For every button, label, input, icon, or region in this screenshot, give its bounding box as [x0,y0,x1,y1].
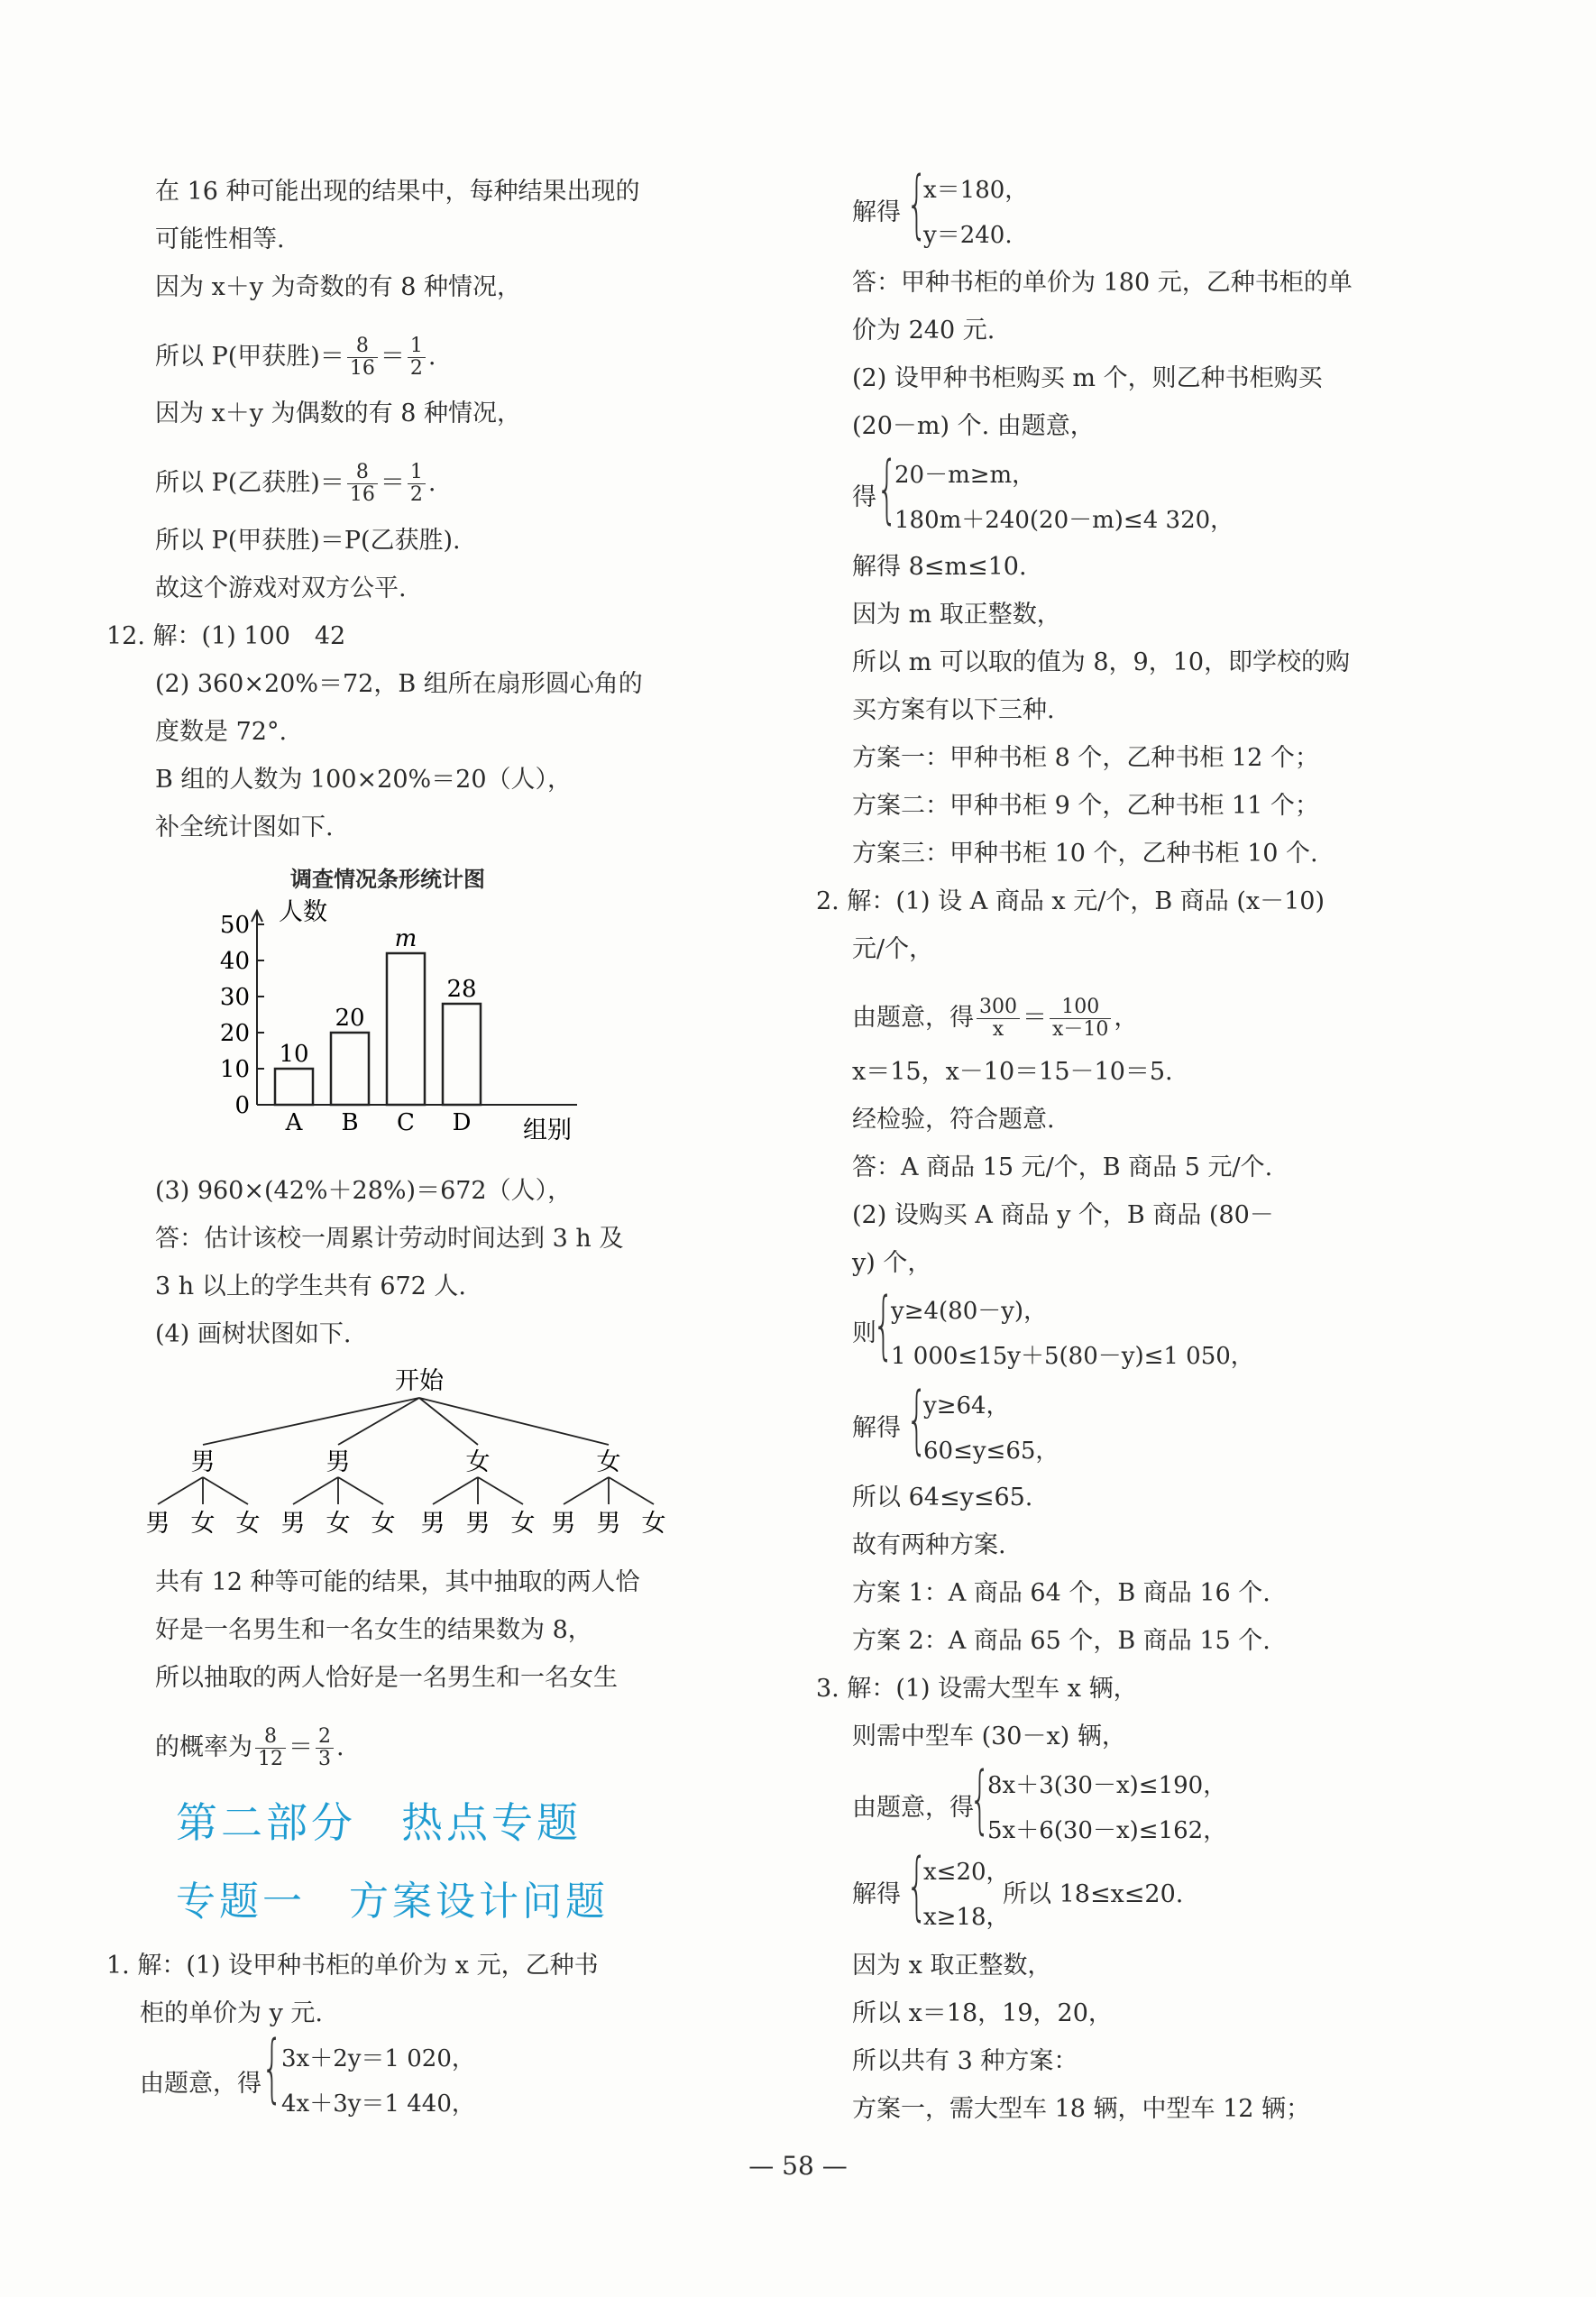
y-tick-label: 20 [219,1020,250,1047]
numerator: 2 [316,1726,334,1749]
tree-leaf: 女 [371,1510,396,1538]
bar [331,1033,369,1105]
text-line: x＝15，x－10＝15－10＝5. [852,1058,1173,1086]
text-line: 方案三：甲种书柜 10 个，乙种书柜 10 个. [852,840,1318,868]
text-line: 方案一，需大型车 18 辆，中型车 12 辆； [852,2095,1311,2123]
denominator: 16 [349,483,375,506]
bar [275,1069,313,1105]
tree-leaf: 女 [326,1510,351,1538]
text-line: 所以 64≤y≤65. [852,1484,1033,1511]
fraction [255,1726,286,1770]
denominator: 2 [409,483,423,506]
tree-leaf: 女 [190,1510,216,1538]
question-1: 1. 解：(1) 设甲种书柜的单价为 x 元，乙种书 [106,1952,599,1980]
text-line: 所以 18≤x≤20. [1003,1880,1184,1908]
text-line: 所以 m 可以取的值为 8，9，10，即学校的购 [852,648,1351,676]
tree-node: 女 [465,1448,491,1476]
tree-leaf: 男 [551,1510,576,1538]
numerator: 1 [408,335,426,358]
numerator: 8 [347,335,378,358]
fraction [408,335,426,380]
equation-line [155,1726,344,1770]
numerator: 8 [255,1726,286,1749]
numerator: 300 [977,997,1020,1019]
fraction [347,335,378,380]
tree-leaf: 男 [145,1510,170,1538]
text-line: B 组的人数为 100×20%＝20（人）， [155,766,573,794]
text-line: 因为 m 取正整数， [852,601,1061,629]
text-line: 所以共有 3 种方案： [852,2047,1078,2075]
data-label: m [394,925,417,952]
equation-line [155,462,436,506]
x-tick-label: C [397,1109,415,1136]
fraction [316,1726,334,1770]
equation-system [281,2036,475,2127]
tree-root: 开始 [395,1367,444,1395]
data-label: 28 [446,976,477,1003]
section-heading: 第二部分 热点专题 [176,1798,582,1847]
tree-diagram [135,1362,676,1542]
x-tick-label: D [452,1109,472,1136]
text-line: 价为 240 元. [852,317,995,345]
equation: 1 000≤15y＋5(80－y)≤1 050， [891,1343,1254,1370]
text-line: 所以 x＝18，19，20， [852,1999,1113,2027]
equation-line [155,335,436,380]
y-tick-label: 30 [219,984,250,1011]
equation-system [987,1763,1226,1853]
brace: { [873,1282,894,1368]
y-tick-label: 0 [234,1092,250,1119]
y-tick-label: 50 [219,912,250,939]
text-line: 柜的单价为 y 元. [140,1999,324,2027]
equation: y≥64， [923,1392,1010,1420]
tree-branch [338,1398,419,1445]
equation: 20－m≥m， [894,462,1036,489]
text-line: 解得 [852,1414,901,1442]
data-label: 10 [279,1041,309,1068]
equation: y＝240. [923,222,1013,249]
text-line: 故有两种方案. [852,1531,1006,1559]
denominator: x－10 [1052,1018,1109,1041]
text-line: 度数是 72°. [155,718,288,746]
tree-node: 男 [190,1448,216,1476]
y-axis-label: 人数 [279,898,327,926]
text: . [427,343,436,371]
y-tick-label: 10 [219,1056,250,1083]
tree-node: 男 [326,1448,351,1476]
fraction [1050,997,1111,1041]
bar-chart [144,893,613,1163]
page-number: — 58 — [748,2151,848,2181]
equation: x≤20， [923,1859,1010,1886]
brace: { [969,1757,991,1842]
text: ＝ [1023,1004,1047,1032]
text-line: 经检验，符合题意. [852,1106,1055,1134]
numerator: 8 [347,462,378,484]
denominator: 3 [318,1748,331,1770]
text: ＝ [289,1733,313,1761]
text-line: (4) 画树状图如下. [155,1320,352,1348]
x-tick-label: A [285,1109,303,1136]
y-tick-label: 40 [219,948,250,975]
text-line: y) 个， [852,1249,932,1277]
fraction [977,997,1020,1041]
brace: { [906,1377,928,1463]
text-line: 因为 x＋y 为偶数的有 8 种情况， [155,400,521,427]
equation: 8x＋3(30－x)≤190， [987,1772,1227,1799]
text: ， [1114,1004,1139,1032]
text-line: 元/个， [852,935,934,963]
chart-title: 调查情况条形统计图 [290,867,485,892]
equation: x＝180， [923,177,1029,204]
text-line: 所以抽取的两人恰好是一名男生和一名女生 [155,1664,618,1692]
text-line: 故这个游戏对双方公平. [155,574,407,602]
tree-leaf: 女 [235,1510,261,1538]
equation: 60≤y≤65， [923,1438,1059,1465]
equation-line [852,997,1138,1041]
question-12: 12. 解：(1) 100 42 [106,622,346,650]
text-line: 买方案有以下三种. [852,696,1055,724]
equation: y≥4(80－y)， [891,1298,1048,1325]
tree-leaf: 男 [280,1510,306,1538]
equation: x≥18， [923,1904,1010,1931]
tree-branch [158,1477,203,1504]
text-line: 解得 8≤m≤10. [852,553,1027,581]
text-line: 则需中型车 (30－x) 辆， [852,1723,1126,1750]
text-line: 答：甲种书柜的单价为 180 元，乙种书柜的单 [852,269,1353,297]
equation: 5x＋6(30－x)≤162， [987,1817,1227,1844]
topic-heading: 专题一 方案设计问题 [176,1879,609,1925]
equation-system [923,1850,1010,1940]
equation: 3x＋2y＝1 020， [281,2045,475,2072]
text: 所以 P(乙获胜)＝ [155,469,344,497]
text-line: (3) 960×(42%＋28%)＝672（人）， [155,1177,573,1205]
text-line: 方案二：甲种书柜 9 个，乙种书柜 11 个； [852,792,1319,820]
text-line: 得 [852,483,876,511]
text-line: (2) 设甲种书柜购买 m 个，则乙种书柜购买 [852,364,1323,392]
text-line: 方案 1：A 商品 64 个，B 商品 16 个. [852,1579,1270,1607]
brace: { [906,1843,928,1929]
text-line: 3 h 以上的学生共有 672 人. [155,1273,467,1300]
text-line: 补全统计图如下. [155,813,334,841]
tree-branch [433,1477,478,1504]
equation-system [923,1383,1059,1474]
text-line: 所以 P(甲获胜)＝P(乙获胜). [155,527,461,555]
tree-branch [293,1477,338,1504]
text-line: 由题意，得 [852,1794,974,1822]
tree-node: 女 [596,1448,621,1476]
text-line: 由题意，得 [140,2070,261,2098]
text-line: 方案一：甲种书柜 8 个，乙种书柜 12 个； [852,744,1319,772]
tree-branch [564,1477,609,1504]
text-line: 因为 x 取正整数， [852,1952,1052,1980]
denominator: 12 [258,1748,283,1770]
fraction [347,462,378,506]
x-axis-label: 组别 [523,1116,572,1144]
text: 由题意，得 [852,1004,974,1032]
text-line: 在 16 种可能出现的结果中，每种结果出现的 [155,178,640,206]
denominator: x [992,1018,1004,1041]
tree-leaf: 男 [465,1510,491,1538]
question-2: 2. 解：(1) 设 A 商品 x 元/个，B 商品 (x－10) [816,887,1325,915]
tree-leaf: 女 [641,1510,666,1538]
text-line: 好是一名男生和一名女生的结果数为 8， [155,1616,592,1644]
text-line: 方案 2：A 商品 65 个，B 商品 15 个. [852,1627,1270,1655]
text: ＝ [380,343,405,371]
tree-branch [609,1477,654,1504]
text-line: 则 [852,1319,876,1347]
question-3: 3. 解：(1) 设需大型车 x 辆， [816,1675,1138,1703]
text-line: (20－m) 个. 由题意， [852,412,1095,440]
text: 的概率为 [155,1733,252,1761]
text: . [427,469,436,497]
equation: 180m＋240(20－m)≤4 320， [894,507,1234,534]
brace: { [261,2026,283,2111]
text-line: 答：A 商品 15 元/个，B 商品 5 元/个. [852,1153,1273,1181]
equation-system [923,168,1028,258]
brace: { [906,161,928,247]
text-line: 共有 12 种等可能的结果，其中抽取的两人恰 [155,1568,640,1596]
numerator: 100 [1050,997,1111,1019]
denominator: 2 [409,357,423,380]
bar [387,953,425,1105]
tree-branch [338,1477,383,1504]
equation: 4x＋3y＝1 440， [281,2090,475,2118]
tree-leaf: 女 [510,1510,536,1538]
text: 所以 P(甲获胜)＝ [155,343,344,371]
tree-branch [203,1398,419,1445]
text-line: 因为 x＋y 为奇数的有 8 种情况， [155,273,521,301]
denominator: 16 [349,357,375,380]
text: . [336,1733,344,1761]
fraction [408,462,426,506]
text-line: (2) 360×20%＝72，B 组所在扇形圆心角的 [155,670,643,698]
bar [443,1004,481,1105]
text-line: 解得 [852,1880,901,1908]
text-line: (2) 设购买 A 商品 y 个，B 商品 (80－ [852,1201,1274,1229]
equation-system [894,453,1234,543]
data-label: 20 [335,1005,365,1032]
tree-leaf: 男 [420,1510,445,1538]
tree-leaf: 男 [596,1510,621,1538]
tree-branch [203,1477,248,1504]
x-tick-label: B [341,1109,359,1136]
tree-branch [478,1477,523,1504]
brace: { [876,446,898,532]
equation-system [891,1289,1254,1379]
text-line: 答：估计该校一周累计劳动时间达到 3 h 及 [155,1225,624,1253]
text: ＝ [380,469,405,497]
text-line: 可能性相等. [155,225,285,253]
numerator: 1 [408,462,426,484]
text-line: 解得 [852,198,901,226]
